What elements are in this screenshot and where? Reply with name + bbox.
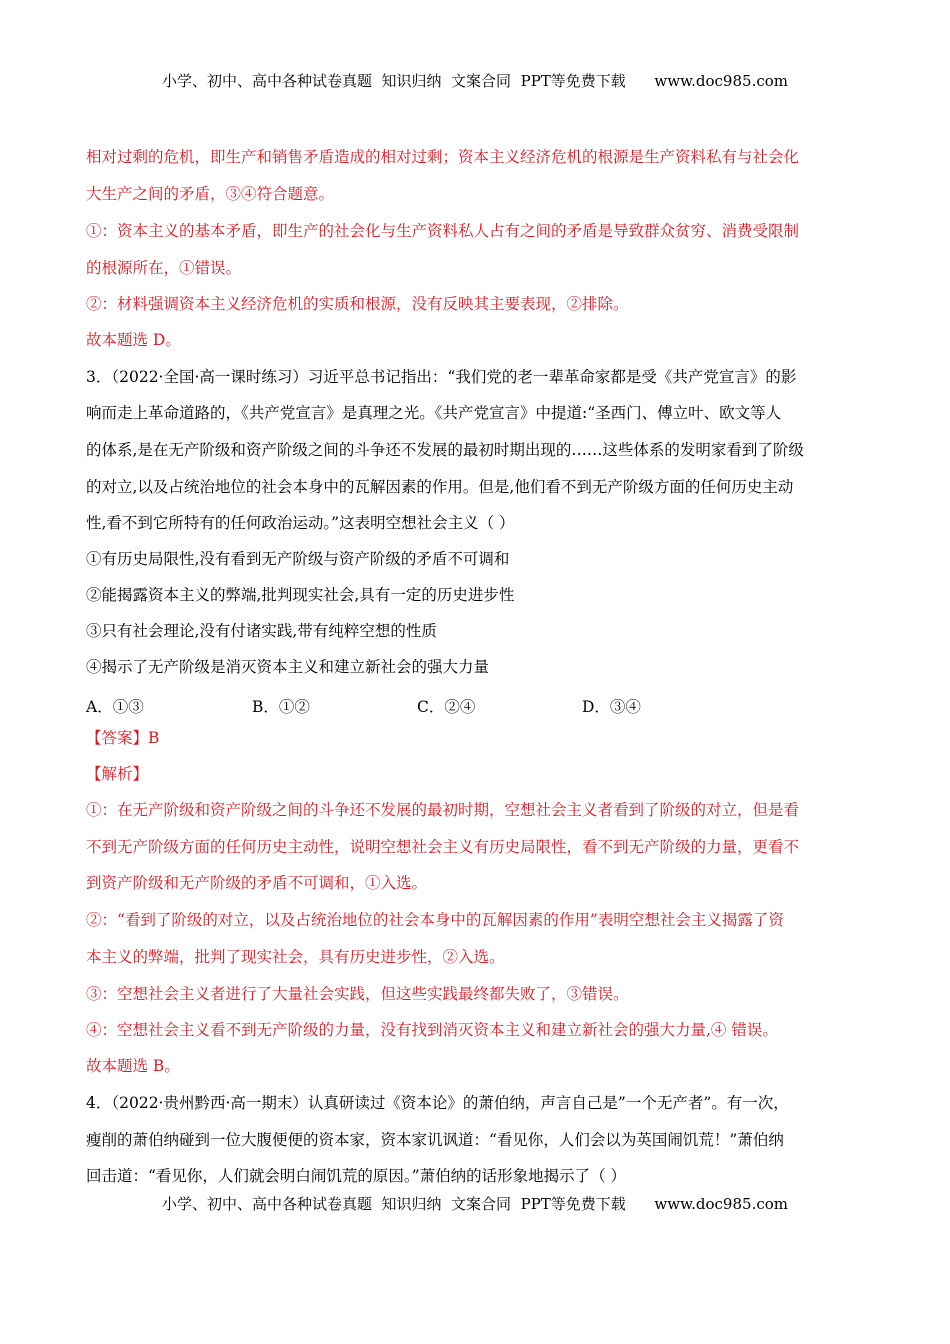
q3-analysis-line: ②：“看到了阶级的对立，以及占统治地位的社会本身中的瓦解因素的作用”表明空想社会主义揭露了资 (86, 911, 784, 929)
prev-analysis-line: ②：材料强调资本主义经济危机的实质和根源，没有反映其主要表现，②排除。 (86, 295, 629, 313)
q3-analysis-label: 【解析】 (86, 765, 149, 783)
q4-stem-line: 回击道：“看见你，人们就会明白闹饥荒的原因。”萧伯纳的话形象地揭示了（ ） (86, 1167, 627, 1185)
prev-analysis-line: 的根源所在，①错误。 (86, 259, 242, 277)
q3-analysis-line: 到资产阶级和无产阶级的矛盾不可调和，①入选。 (86, 874, 428, 892)
prev-analysis-line: 大生产之间的矛盾，③④符合题意。 (86, 185, 335, 203)
q3-analysis-line: ④：空想社会主义看不到无产阶级的力量，没有找到消灭资本主义和建立新社会的强大力量,④ 错误。 (86, 1021, 778, 1039)
q3-statement: ①有历史局限性,没有看到无产阶级与资产阶级的矛盾不可调和 (86, 550, 510, 568)
q3-stem-line: 的体系,是在无产阶级和资产阶级之间的斗争还不发展的最初时期出现的……这些体系的发明家看到了阶级 (86, 441, 804, 459)
q3-analysis-line: 本主义的弊端，批判了现实社会，具有历史进步性，②入选。 (86, 948, 505, 966)
prev-analysis-line: ①：资本主义的基本矛盾，即生产的社会化与生产资料私人占有之间的矛盾是导致群众贫穷、消费受限制 (86, 222, 800, 240)
q3-statement: ③只有社会理论,没有付诸实践,带有纯粹空想的性质 (86, 622, 437, 640)
q3-analysis-line: ③：空想社会主义者进行了大量社会实践，但这些实践最终都失败了，③错误。 (86, 985, 629, 1003)
page-header: 小学、初中、高中各种试卷真题 知识归纳 文案合同 PPT等免费下载 www.doc985.com (161, 72, 788, 90)
q3-analysis-line: ①：在无产阶级和资产阶级之间的斗争还不发展的最初时期，空想社会主义者看到了阶级的对立，但是看 (86, 801, 800, 819)
q3-conclusion: 故本题选 B。 (86, 1057, 180, 1075)
prev-conclusion: 故本题选 D。 (86, 331, 181, 349)
q4-stem-line: 瘦削的萧伯纳碰到一位大腹便便的资本家，资本家讥讽道：“看见你，人们会以为英国闹饥荒！”萧伯纳 (86, 1131, 784, 1149)
q3-option-a: A．①③ (86, 698, 144, 716)
prev-analysis-line: 相对过剩的危机，即生产和销售矛盾造成的相对过剩；资本主义经济危机的根源是生产资料私有与社会化 (86, 148, 800, 166)
q3-answer: 【答案】B (86, 729, 160, 747)
q4-stem-line: 4．（2022·贵州黔西·高一期末）认真研读过《资本论》的萧伯纳，声言自己是”一个无产者”。有一次， (86, 1094, 789, 1112)
q3-option-b: B．①② (252, 698, 310, 716)
q3-stem-line: 3．（2022·全国·高一课时练习）习近平总书记指出：“我们党的老一辈革命家都是受《共产党宣言》的影 (86, 368, 797, 386)
q3-option-c: C．②④ (417, 698, 476, 716)
q3-statement: ②能揭露资本主义的弊端,批判现实社会,具有一定的历史进步性 (86, 586, 515, 604)
page-footer: 小学、初中、高中各种试卷真题 知识归纳 文案合同 PPT等免费下载 www.doc985.com (161, 1195, 788, 1213)
q3-statement: ④揭示了无产阶级是消灭资本主义和建立新社会的强大力量 (86, 658, 490, 676)
q3-analysis-line: 不到无产阶级方面的任何历史主动性，说明空想社会主义有历史局限性，看不到无产阶级的力量，更看不 (86, 838, 800, 856)
q3-stem-line: 的对立,以及占统治地位的社会本身中的瓦解因素的作用。但是,他们看不到无产阶级方面的任何历史主动 (86, 478, 794, 496)
q3-stem-line: 响而走上革命道路的，《共产党宣言》是真理之光。《共产党宣言》中提道:“圣西门、傅立叶、欧文等人 (86, 404, 782, 422)
q3-stem-line: 性,看不到它所特有的任何政治运动。”这表明空想社会主义（ ） (86, 514, 515, 532)
q3-option-d: D．③④ (582, 698, 641, 716)
